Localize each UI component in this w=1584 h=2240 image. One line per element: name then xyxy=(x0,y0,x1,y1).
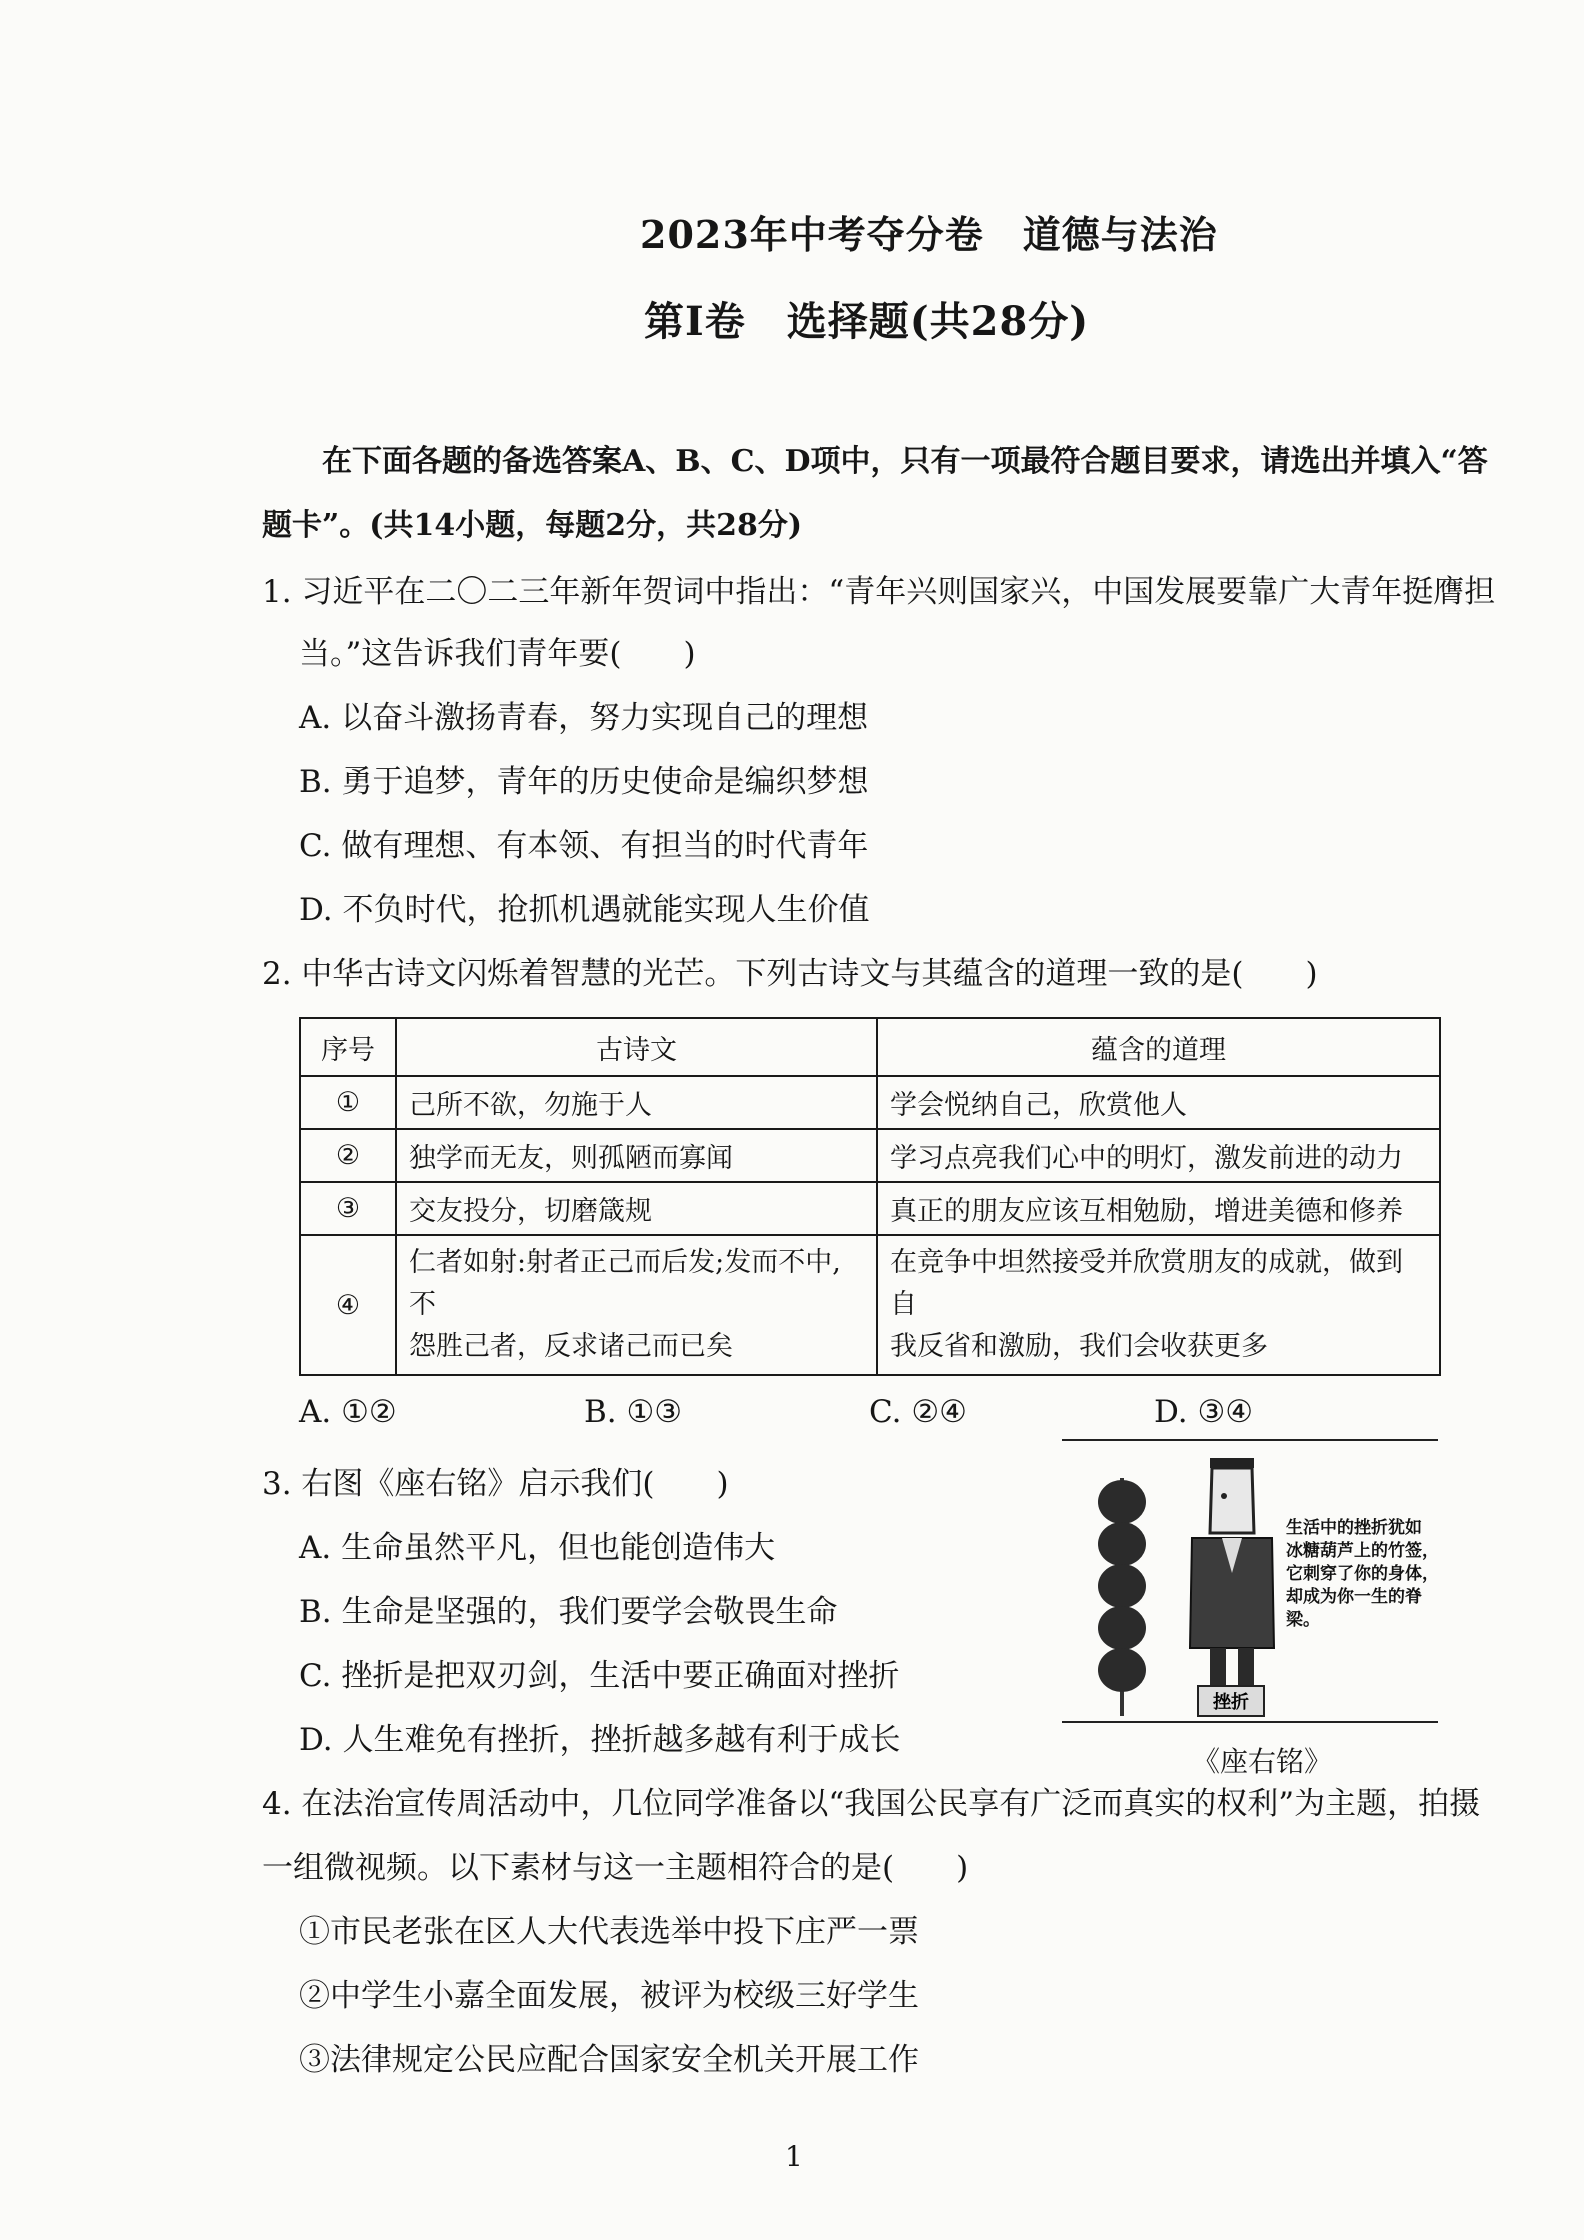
header-number: 序号 xyxy=(300,1018,396,1076)
section-title: 第Ⅰ卷 选择题(共28分) xyxy=(644,298,1090,345)
row-poem: 交友投分，切磨箴规 xyxy=(396,1182,877,1235)
row-number: ③ xyxy=(300,1182,396,1235)
q2-option-a: A. ①② xyxy=(299,1394,397,1430)
row-number: ④ xyxy=(300,1235,396,1375)
table-row xyxy=(300,1076,1440,1129)
row-poem xyxy=(396,1235,877,1375)
row-meaning-line-2: 我反省和激励，我们会收获更多 xyxy=(890,1331,1268,1362)
speech-line: 生活中的挫折犹如 xyxy=(1286,1518,1422,1538)
header-meaning: 蕴含的道理 xyxy=(877,1018,1440,1076)
row-meaning: 学会悦纳自己，欣赏他人 xyxy=(877,1076,1440,1129)
q3-option-a: A. 生命虽然平凡，但也能创造伟大 xyxy=(299,1530,776,1566)
q1-option-c: C. 做有理想、有本领、有担当的时代青年 xyxy=(299,828,869,864)
table-row xyxy=(300,1129,1440,1182)
poem-table xyxy=(299,1017,1441,1376)
header-poem: 古诗文 xyxy=(396,1018,877,1076)
instructions-line-1: 在下面各题的备选答案A、B、C、D项中，只有一项最符合题目要求，请选出并填入“答 xyxy=(322,444,1488,479)
exam-title: 2023年中考夺分卷 道德与法治 xyxy=(640,212,1218,257)
q3-option-c: C. 挫折是把双刃剑，生活中要正确面对挫折 xyxy=(299,1658,900,1694)
table-row xyxy=(300,1235,1440,1375)
q4-stem-line-1: 4. 在法治宣传周活动中，几位同学准备以“我国公民享有广泛而真实的权利”为主题，拍摄 xyxy=(262,1786,1481,1822)
row-number: ① xyxy=(300,1076,396,1129)
table-header-row xyxy=(300,1018,1440,1076)
q1-option-a: A. 以奋斗激扬青春，努力实现自己的理想 xyxy=(299,700,869,736)
q3-stem: 3. 右图《座右铭》启示我们( ) xyxy=(262,1466,729,1502)
row-meaning: 学习点亮我们心中的明灯，激发前进的动力 xyxy=(877,1129,1440,1182)
row-poem-line-1: 仁者如射:射者正己而后发;发而不中,不 xyxy=(409,1247,841,1320)
q4-item-1: ①市民老张在区人大代表选举中投下庄严一票 xyxy=(299,1914,919,1950)
q2-option-b: B. ①③ xyxy=(584,1394,683,1430)
row-meaning-line-1: 在竞争中坦然接受并欣赏朋友的成就，做到自 xyxy=(890,1247,1403,1320)
instructions-line-2: 题卡”。(共14小题，每题2分，共28分) xyxy=(262,508,803,543)
page-number: 1 xyxy=(785,2140,803,2173)
q2-stem: 2. 中华古诗文闪烁着智慧的光芒。下列古诗文与其蕴含的道理一致的是( ) xyxy=(262,956,1318,992)
q1-stem-line-2: 当。”这告诉我们青年要( ) xyxy=(299,636,696,672)
row-poem: 独学而无友，则孤陋而寡闻 xyxy=(396,1129,877,1182)
row-meaning xyxy=(877,1235,1440,1375)
q1-stem-line-1: 1. 习近平在二〇二三年新年贺词中指出：“青年兴则国家兴，中国发展要靠广大青年挺膺担 xyxy=(262,574,1496,610)
row-poem: 己所不欲，勿施于人 xyxy=(396,1076,877,1129)
q3-option-d: D. 人生难免有挫折，挫折越多越有利于成长 xyxy=(299,1722,901,1758)
row-poem-line-2: 怨胜己者，反求诸己而已矣 xyxy=(409,1331,733,1362)
q1-option-d: D. 不负时代，抢抓机遇就能实现人生价值 xyxy=(299,892,870,928)
row-meaning: 真正的朋友应该互相勉励，增进美德和修养 xyxy=(877,1182,1440,1235)
q2-option-c: C. ②④ xyxy=(869,1394,967,1430)
q4-stem-line-2: 一组微视频。以下素材与这一主题相符合的是( ) xyxy=(262,1850,969,1886)
q3-option-b: B. 生命是坚强的，我们要学会敬畏生命 xyxy=(299,1594,838,1630)
row-number: ② xyxy=(300,1129,396,1182)
frustration-box-label: 挫折 xyxy=(1213,1692,1249,1713)
q1-option-b: B. 勇于追梦，青年的历史使命是编织梦想 xyxy=(299,764,869,800)
speech-text xyxy=(1286,1517,1439,1630)
q4-item-2: ②中学生小嘉全面发展，被评为校级三好学生 xyxy=(299,1978,919,2014)
speech-line: 却成为你一生的脊 xyxy=(1286,1587,1422,1607)
speech-line: 冰糖葫芦上的竹签， xyxy=(1286,1541,1439,1561)
q4-item-3: ③法律规定公民应配合国家安全机关开展工作 xyxy=(299,2042,919,2078)
candied-haws xyxy=(1098,1480,1146,1692)
motto-cartoon xyxy=(1060,1438,1440,1728)
person-figure xyxy=(1190,1458,1274,1716)
speech-line: 梁。 xyxy=(1286,1610,1320,1630)
cartoon-caption: 《座右铭》 xyxy=(1192,1745,1333,1778)
speech-line: 它刺穿了你的身体， xyxy=(1286,1564,1439,1584)
table-row xyxy=(300,1182,1440,1235)
q2-option-d: D. ③④ xyxy=(1154,1394,1254,1430)
